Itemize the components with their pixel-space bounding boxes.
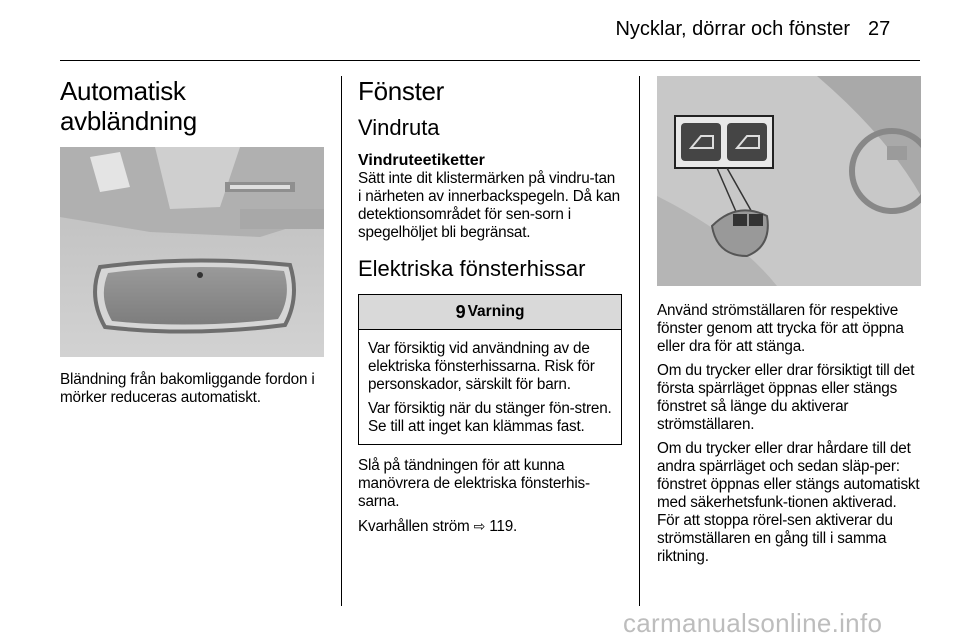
warning-icon: 9	[455, 301, 466, 322]
warning-box	[358, 294, 622, 445]
column-windows	[358, 76, 622, 542]
retained-power-paragraph	[358, 517, 622, 536]
rearview-mirror-photo	[60, 147, 324, 357]
retained-power-page-ref[interactable]: 119.	[489, 518, 518, 535]
window-switch-photo	[657, 76, 921, 286]
column-divider-right	[639, 76, 640, 606]
column-divider-left	[341, 76, 342, 606]
retained-power-text: Kvarhållen ström	[358, 518, 470, 535]
subsubheading-stickers: Vindruteetiketter	[358, 152, 485, 169]
warning-paragraph-1: Var försiktig vid användning av de elektriska fönsterhissarna. Risk för personskador, särskilt för barn.	[368, 340, 595, 393]
subheading-windscreen: Vindruta	[358, 115, 440, 140]
page-reference-arrow-icon: ⇨	[473, 518, 486, 534]
section-heading-windows: Fönster	[358, 76, 445, 106]
column-automatic-dimming	[60, 76, 324, 413]
window-switch-paragraph-1: Använd strömställaren för respektive fönster genom att trycka för att öppna eller dra för att stänga.	[657, 302, 904, 355]
watermark: carmanualsonline.info	[623, 608, 883, 638]
warning-header	[359, 295, 621, 330]
page-number: 27	[868, 18, 891, 40]
section-heading-dimming: Automatisk avbländning	[60, 76, 197, 136]
ignition-paragraph: Slå på tändningen för att kunna manövrera de elektriska fönsterhis-sarna.	[358, 457, 590, 510]
subheading-power-windows: Elektriska fönsterhissar	[358, 256, 586, 281]
header-rule	[60, 60, 920, 61]
stickers-paragraph: Sätt inte dit klistermärken på vindru-tan i närheten av innerbackspegeln. Då kan detektionsområdet för sen-sorn i spegelhöljet bli begränsat.	[358, 170, 620, 241]
warning-paragraph-2: Var försiktig när du stänger fön-stren. Se till att inget kan klämmas fast.	[368, 400, 612, 435]
header-title: Nycklar, dörrar och fönster	[615, 18, 850, 40]
dimming-caption: Bländning från bakomliggande fordon i mörker reduceras automatiskt.	[60, 371, 315, 406]
window-switch-paragraph-3: Om du trycker eller drar hårdare till det andra spärrläget och sedan släp-per: fönstret öppnas eller stängs automatiskt med säkerhetsfunk-tionen aktiverad. För att stoppa rörel-sen aktiverar du strömställaren en gång till i samma riktning.	[657, 440, 920, 565]
column-window-switches	[657, 76, 921, 572]
warning-title: Varning	[467, 303, 525, 320]
window-switch-paragraph-2: Om du trycker eller drar försiktigt till det första spärrläget öppnas eller stängs fönstret så länge du aktiverar strömställaren.	[657, 362, 915, 433]
warning-body	[359, 330, 621, 444]
